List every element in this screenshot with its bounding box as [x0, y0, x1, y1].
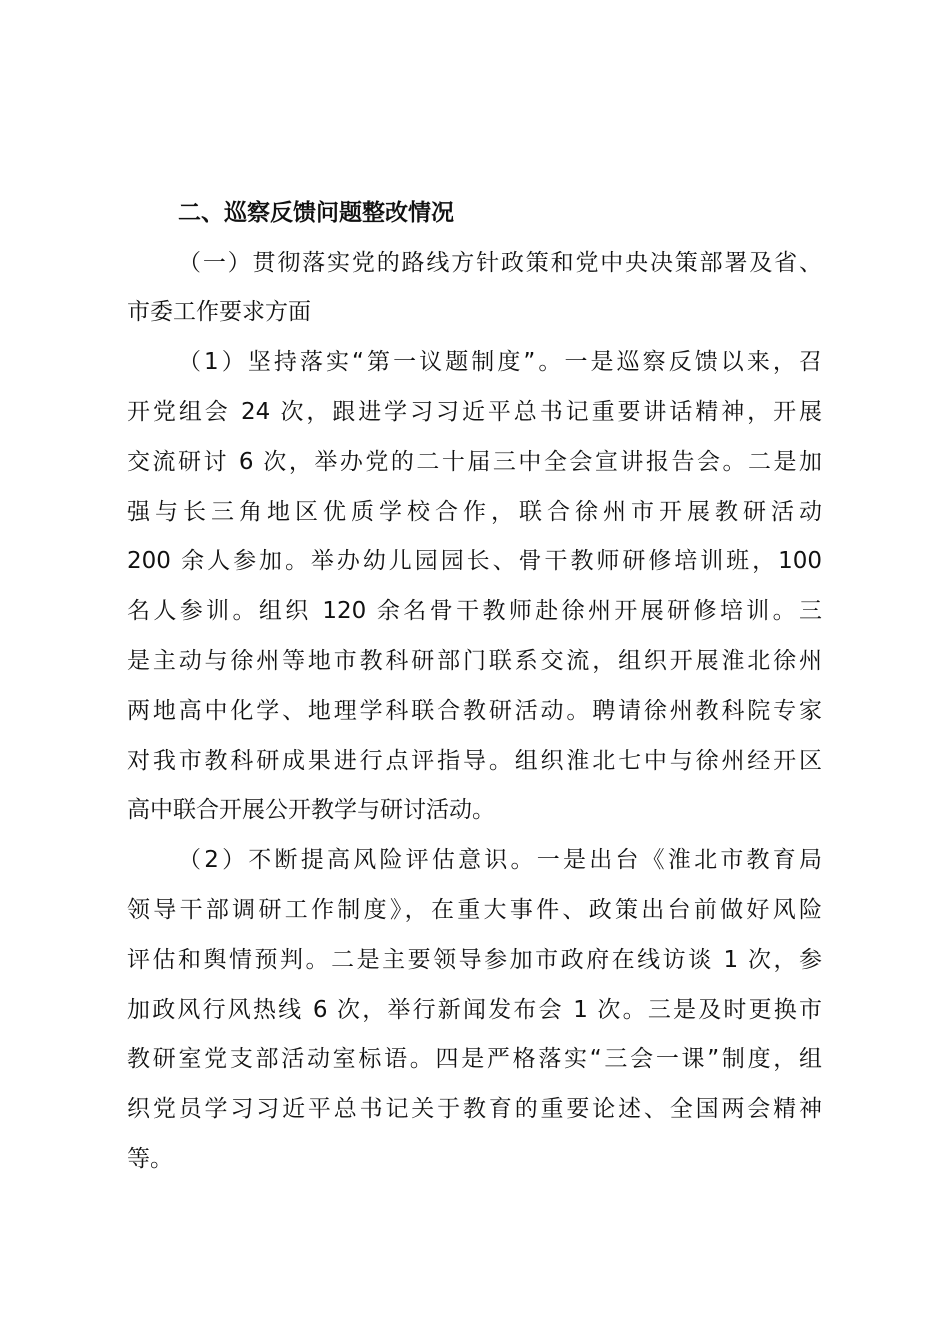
paragraph-line: 对我市教科研成果进行点评指导。组织淮北七中与徐州经开区	[127, 748, 822, 774]
paragraph-line: 200 余人参加。举办幼儿园园长、骨干教师研修培训班，100	[127, 548, 822, 574]
paragraph-line: 领导干部调研工作制度》，在重大事件、政策出台前做好风险	[127, 897, 822, 923]
subsection-heading-line: （一）贯彻落实党的路线方针政策和党中央决策部署及省、	[178, 250, 822, 276]
paragraph-line: 织党员学习习近平总书记关于教育的重要论述、全国两会精神	[127, 1096, 822, 1122]
paragraph-line: （1）坚持落实“第一议题制度”。一是巡察反馈以来，召	[178, 349, 822, 375]
paragraph-line: 开党组会 24 次，跟进学习习近平总书记重要讲话精神，开展	[127, 399, 822, 425]
paragraph-line: 交流研讨 6 次，举办党的二十届三中全会宣讲报告会。二是加	[127, 449, 822, 475]
paragraph-line: 教研室党支部活动室标语。四是严格落实“三会一课”制度，组	[127, 1046, 822, 1072]
paragraph-line: 评估和舆情预判。二是主要领导参加市政府在线访谈 1 次，参	[127, 947, 822, 973]
paragraph-line: 两地高中化学、地理学科联合教研活动。聘请徐州教科院专家	[127, 698, 822, 724]
paragraph-line: 是主动与徐州等地市教科研部门联系交流，组织开展淮北徐州	[127, 648, 822, 674]
paragraph-line: 高中联合开展公开教学与研讨活动。	[127, 797, 495, 823]
subsection-heading-line: 市委工作要求方面	[127, 299, 311, 325]
paragraph-line: 等。	[127, 1146, 173, 1172]
paragraph-line: 强与长三角地区优质学校合作，联合徐州市开展教研活动	[127, 499, 822, 525]
paragraph-line: 名人参训。组织 120 余名骨干教师赴徐州开展研修培训。三	[127, 598, 822, 624]
paragraph-line: 加政风行风热线 6 次，举行新闻发布会 1 次。三是及时更换市	[127, 997, 822, 1023]
paragraph-line: （2）不断提高风险评估意识。一是出台《淮北市教育局	[178, 847, 822, 873]
section-heading: 二、巡察反馈问题整改情况	[178, 200, 454, 226]
